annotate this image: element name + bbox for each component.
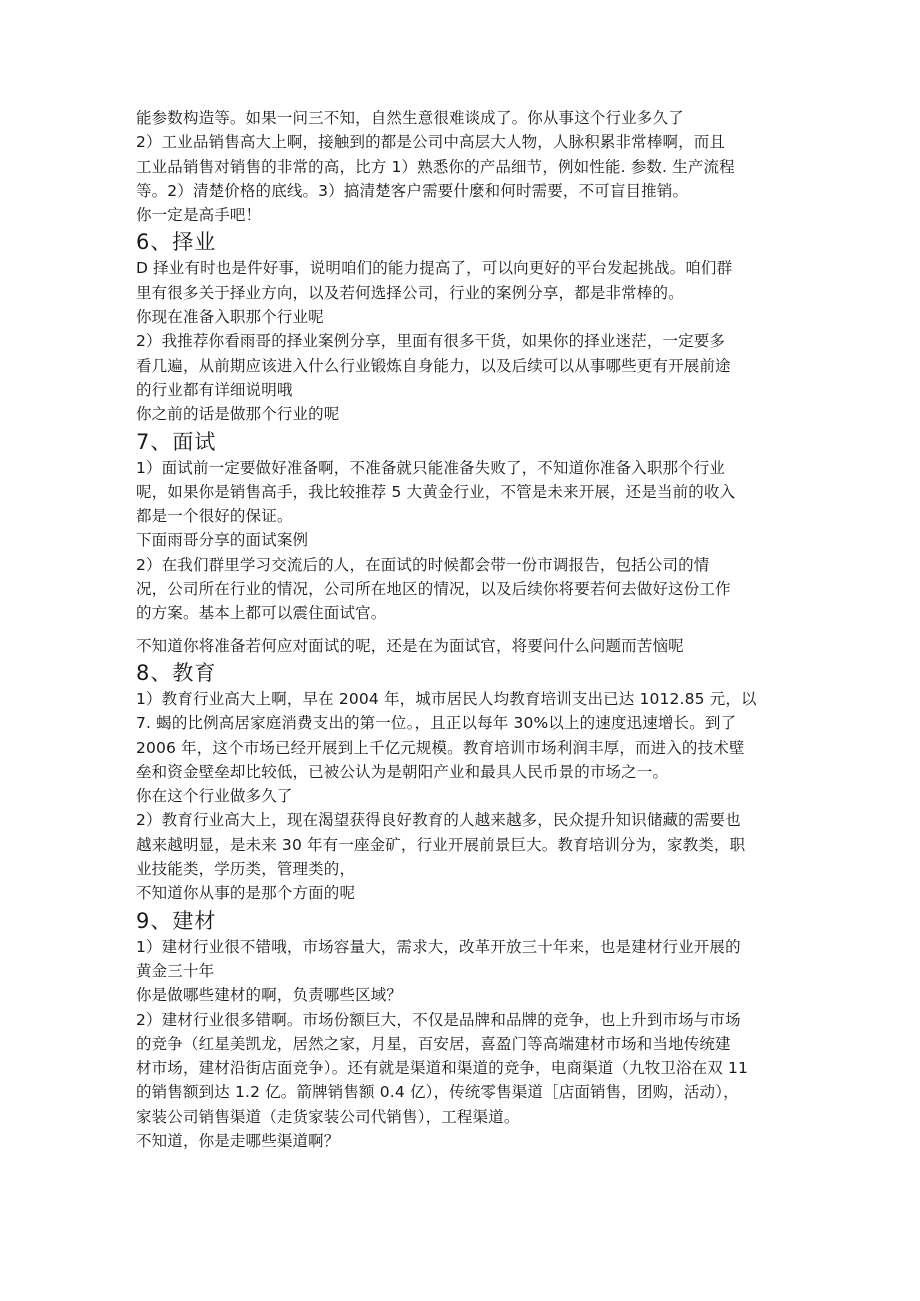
paragraph-line: 不知道，你是走哪些渠道啊？ xyxy=(136,1131,340,1150)
paragraph-line: 2006 年，这个市场已经开展到上千亿元规模。教育培训市场利润丰厚，而进入的技术壁 xyxy=(136,738,745,757)
paragraph-line: 你现在准备入职那个行业呢 xyxy=(136,308,324,327)
intro-section xyxy=(136,106,796,227)
section-heading: 7、面试 xyxy=(136,429,217,454)
document-page xyxy=(136,106,796,1153)
paragraph-line: 2）我推荐你看雨哥的择业案例分享，里面有很多干货，如果你的择业迷茫，一定要多 xyxy=(136,332,726,351)
section-heading: 9、建材 xyxy=(136,908,217,933)
paragraph-line: 工业品销售对销售的非常的高，比方 1）熟悉你的产品细节，例如性能. 参数. 生产流程 xyxy=(136,157,735,176)
paragraph-line: 1）建材行业很不错哦，市场容量大，需求大，改革开放三十年来，也是建材行业开展的 xyxy=(136,937,741,956)
paragraph-line: 你是做哪些建材的啊，负责哪些区域？ xyxy=(136,986,403,1005)
paragraph-line: 况，公司所在行业的情况，公司所在地区的情况，以及后续你将要若何去做好这份工作 xyxy=(136,580,731,599)
paragraph-line: 里有很多关于择业方向，以及若何选择公司，行业的案例分享，都是非常棒的。 xyxy=(136,283,684,302)
paragraph-line: 下面雨哥分享的面试案例 xyxy=(136,531,309,550)
paragraph-line: D 择业有时也是件好事，说明咱们的能力提高了，可以向更好的平台发起挑战。咱们群 xyxy=(136,259,733,278)
paragraph-line: 你一定是高手吧！ xyxy=(136,206,262,225)
paragraph-line: 1）面试前一定要做好准备啊，不准备就只能准备失败了，不知道你准备入职那个行业 xyxy=(136,458,726,477)
paragraph-line: 不知道你从事的是那个方面的呢 xyxy=(136,884,356,903)
paragraph-line: 的竞争（红星美凯龙，居然之家，月星，百安居，喜盈门等高端建材市场和当地传统建 xyxy=(136,1034,731,1053)
paragraph-line: 等。2）清楚价格的底线。3）搞清楚客户需要什麼和何时需要，不可盲目推销。 xyxy=(136,181,689,200)
paragraph-line: 2）工业品销售高大上啊，接触到的都是公司中高层大人物，人脉积累非常棒啊，而且 xyxy=(136,133,726,152)
paragraph-line: 的行业都有详细说明哦 xyxy=(136,380,293,399)
section-career-choice xyxy=(136,229,796,426)
paragraph-line: 的方案。基本上都可以震住面试官。 xyxy=(136,604,387,623)
paragraph-line: 越来越明显，是未来 30 年有一座金矿，行业开展前景巨大。教育培训分为，家教类，职 xyxy=(136,835,746,854)
paragraph-line: 你之前的话是做那个行业的呢 xyxy=(136,405,340,424)
paragraph-line: 材市场，建材沿街店面竞争）。还有就是渠道和渠道的竞争，电商渠道（九牧卫浴在双 11 xyxy=(136,1059,749,1078)
paragraph-line: 你在这个行业做多久了 xyxy=(136,787,293,806)
paragraph-line: 2）在我们群里学习交流后的人，在面试的时候都会带一份市调报告，包括公司的情 xyxy=(136,555,710,574)
paragraph-line: 呢，如果你是销售高手，我比较推荐 5 大黄金行业，不管是未来开展，还是当前的收入 xyxy=(136,482,736,501)
paragraph-line: 看几遍，从前期应该进入什么行业锻炼自身能力，以及后续可以从事哪些更有开展前途 xyxy=(136,356,731,375)
paragraph-line: 垒和资金壁垒却比较低，已被公认为是朝阳产业和最具人民币景的市场之一。 xyxy=(136,762,669,781)
paragraph-line: 能参数构造等。如果一问三不知，自然生意很难谈成了。你从事这个行业多久了 xyxy=(136,109,684,127)
paragraph-line: 不知道你将准备若何应对面试的呢，还是在为面试官，将要问什么问题而苦恼呢 xyxy=(136,636,684,655)
section-heading: 6、择业 xyxy=(136,230,217,255)
section-heading: 8、教育 xyxy=(136,660,217,685)
paragraph-line: 2）教育行业高大上，现在渴望获得良好教育的人越来越多，民众提升知识储藏的需要也 xyxy=(136,811,741,830)
paragraph-line: 黄金三十年 xyxy=(136,961,215,980)
paragraph-line: 的销售额到达 1.2 亿。箭牌销售额 0.4 亿），传统零售渠道［店面销售，团购，活动）， xyxy=(136,1083,739,1102)
section-education xyxy=(136,660,796,906)
paragraph-line: 7. 蝎的比例高居家庭消费支出的第一位。，且正以每年 30%以上的速度迅速增长。到了 xyxy=(136,714,737,733)
paragraph-line: 都是一个很好的保证。 xyxy=(136,507,293,526)
paragraph-line: 1）教育行业高大上啊，早在 2004 年，城市居民人均教育培训支出已达 1012.85 元，以 xyxy=(136,689,757,708)
paragraph-line: 业技能类，学历类，管理类的， xyxy=(136,860,356,879)
paragraph-line: 家装公司销售渠道（走货家装公司代销售），工程渠道。 xyxy=(136,1107,520,1126)
section-building-materials xyxy=(136,908,796,1154)
section-interview xyxy=(136,429,796,658)
paragraph-line: 2）建材行业很多错啊。市场份额巨大，不仅是品牌和品牌的竞争，也上升到市场与市场 xyxy=(136,1010,741,1029)
